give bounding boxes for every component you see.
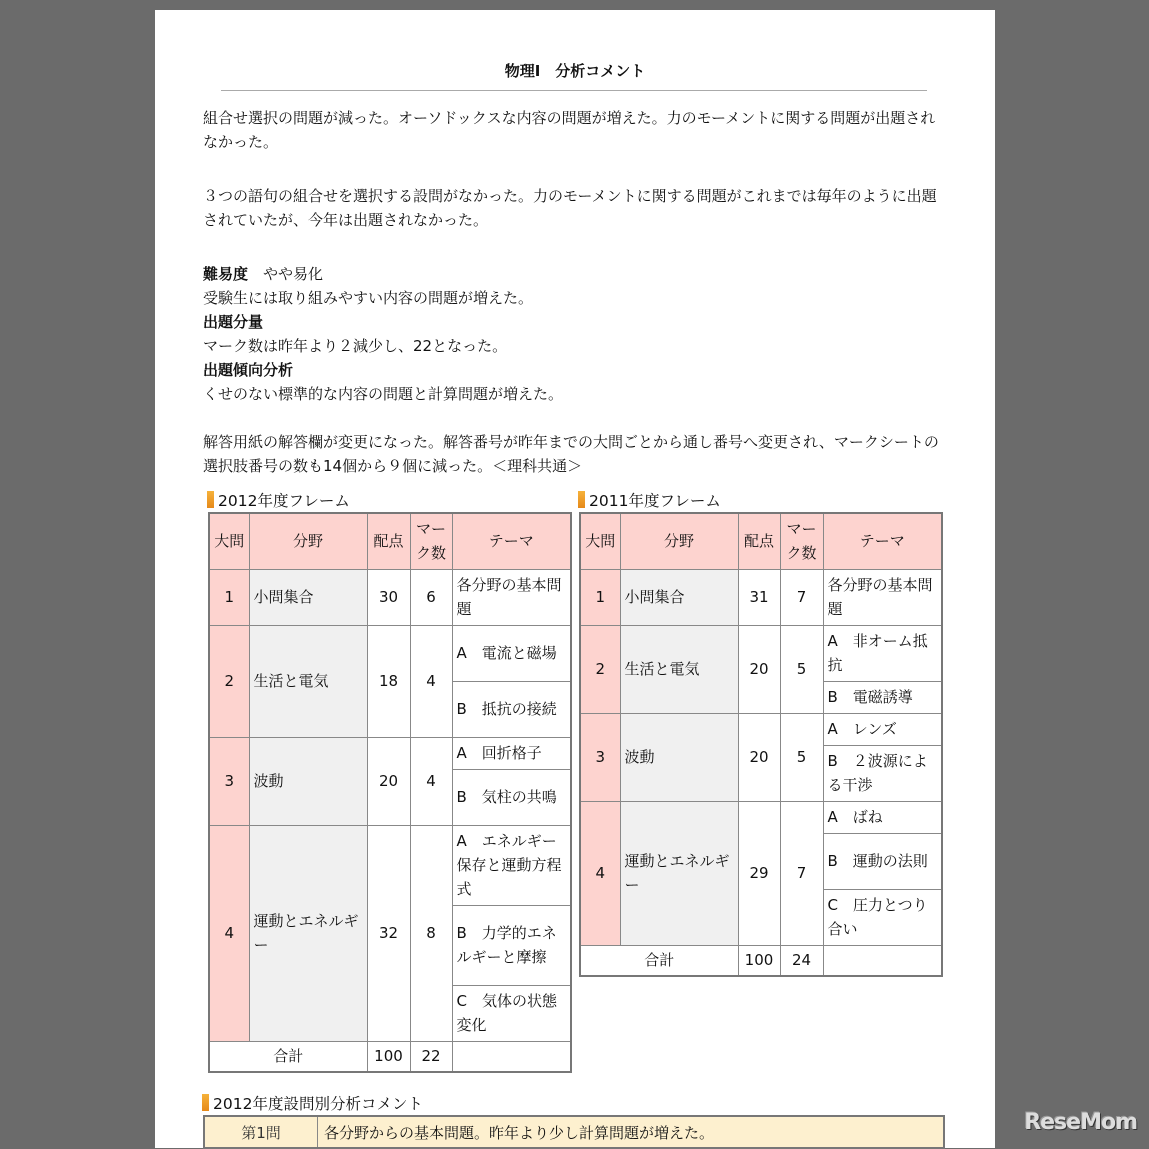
frame-2012-caption: 2012年度フレーム bbox=[207, 491, 350, 511]
table-row bbox=[580, 801, 942, 833]
table-row bbox=[209, 625, 571, 681]
points-cell: 30 bbox=[367, 569, 410, 625]
theme-cell: B ２波源による干渉 bbox=[823, 745, 942, 801]
header-theme: テーマ bbox=[823, 513, 942, 569]
theme-cell: A ばね bbox=[823, 801, 942, 833]
comments-table bbox=[203, 1115, 945, 1149]
marks-cell: 4 bbox=[410, 737, 452, 825]
paragraph: ３つの語句の組合せを選択する設問がなかった。力のモーメントに関する問題がこれまでは毎年のように出題されていたが、今年は出題されなかった。 bbox=[203, 187, 937, 229]
points-cell: 20 bbox=[738, 625, 780, 713]
theme-cell: A 電流と磁場 bbox=[452, 625, 571, 681]
total-points: 100 bbox=[738, 945, 780, 976]
total-label: 合計 bbox=[580, 945, 738, 976]
points-cell: 20 bbox=[738, 713, 780, 801]
points-cell: 32 bbox=[367, 825, 410, 1041]
volume-label: 出題分量 bbox=[203, 313, 264, 331]
field-cell: 生活と電気 bbox=[620, 625, 738, 713]
theme-cell: A エネルギー保存と運動方程式 bbox=[452, 825, 571, 905]
field-cell: 波動 bbox=[620, 713, 738, 801]
header-no: 大問 bbox=[209, 513, 249, 569]
difficulty-text: 受験生には取り組みやすい内容の問題が増えた。 bbox=[203, 289, 534, 307]
field-cell: 運動とエネルギー bbox=[620, 801, 738, 945]
theme-cell: A 回折格子 bbox=[452, 737, 571, 769]
field-cell: 生活と電気 bbox=[249, 625, 367, 737]
comments-caption: 2012年度設問別分析コメント bbox=[202, 1094, 423, 1114]
theme-cell: B 抵抗の接続 bbox=[452, 681, 571, 737]
total-row bbox=[580, 945, 942, 976]
field-cell: 小問集合 bbox=[249, 569, 367, 625]
volume-text: マーク数は昨年より２減少し、22となった。 bbox=[203, 337, 508, 355]
question-number: 3 bbox=[209, 737, 249, 825]
points-cell: 18 bbox=[367, 625, 410, 737]
theme-cell: A レンズ bbox=[823, 713, 942, 745]
difficulty-label: 難易度 bbox=[203, 265, 249, 283]
header-points: 配点 bbox=[738, 513, 780, 569]
marks-cell: 8 bbox=[410, 825, 452, 1041]
table-row bbox=[580, 713, 942, 745]
marks-cell: 7 bbox=[780, 569, 823, 625]
trend-text: くせのない標準的な内容の問題と計算問題が増えた。 bbox=[203, 385, 564, 403]
table-row bbox=[580, 625, 942, 681]
header-points: 配点 bbox=[367, 513, 410, 569]
header-marks: マーク数 bbox=[410, 513, 452, 569]
field-cell: 波動 bbox=[249, 737, 367, 825]
marks-cell: 5 bbox=[780, 713, 823, 801]
question-number: 4 bbox=[580, 801, 620, 945]
header-row bbox=[209, 513, 571, 569]
points-cell: 31 bbox=[738, 569, 780, 625]
total-row bbox=[209, 1041, 571, 1072]
table-row bbox=[209, 825, 571, 905]
frame2011-table bbox=[579, 512, 943, 977]
table-row bbox=[209, 737, 571, 769]
header-theme: テーマ bbox=[452, 513, 571, 569]
theme-cell: 各分野の基本問題 bbox=[823, 569, 942, 625]
field-cell: 小問集合 bbox=[620, 569, 738, 625]
empty-cell bbox=[823, 945, 942, 976]
total-marks: 22 bbox=[410, 1041, 452, 1072]
paragraph: 組合せ選択の問題が減った。オーソドックスな内容の問題が増えた。力のモーメントに関する問題が出題されなかった。 bbox=[203, 109, 936, 151]
table-row bbox=[209, 569, 571, 625]
theme-cell: B 力学的エネルギーと摩擦 bbox=[452, 905, 571, 985]
empty-cell bbox=[452, 1041, 571, 1072]
field-cell: 運動とエネルギー bbox=[249, 825, 367, 1041]
page-title: 物理Ⅰ 分析コメント bbox=[504, 62, 646, 80]
total-label: 合計 bbox=[209, 1041, 367, 1072]
question-number: 2 bbox=[209, 625, 249, 737]
question-number: 3 bbox=[580, 713, 620, 801]
theme-cell: B 電磁誘導 bbox=[823, 681, 942, 713]
document-page bbox=[155, 10, 995, 1148]
theme-cell: 各分野の基本問題 bbox=[452, 569, 571, 625]
marks-cell: 4 bbox=[410, 625, 452, 737]
trend-label: 出題傾向分析 bbox=[203, 361, 294, 379]
total-points: 100 bbox=[367, 1041, 410, 1072]
header-field: 分野 bbox=[249, 513, 367, 569]
header-row bbox=[580, 513, 942, 569]
points-cell: 20 bbox=[367, 737, 410, 825]
question-number: 1 bbox=[580, 569, 620, 625]
summary bbox=[203, 262, 943, 406]
theme-cell: A 非オーム抵抗 bbox=[823, 625, 942, 681]
question-comment: 各分野からの基本問題。昨年より少し計算問題が増えた。 bbox=[318, 1116, 945, 1148]
difficulty-value: やや易化 bbox=[263, 265, 324, 283]
marks-cell: 5 bbox=[780, 625, 823, 713]
points-cell: 29 bbox=[738, 801, 780, 945]
table-row bbox=[204, 1116, 944, 1148]
header-marks: マーク数 bbox=[780, 513, 823, 569]
question-label: 第1問 bbox=[204, 1116, 318, 1148]
frame2012-table bbox=[208, 512, 572, 1073]
frame-2011-caption: 2011年度フレーム bbox=[578, 491, 721, 511]
theme-cell: B 気柱の共鳴 bbox=[452, 769, 571, 825]
theme-cell: C 圧力とつり合い bbox=[823, 889, 942, 945]
question-number: 2 bbox=[580, 625, 620, 713]
divider bbox=[221, 90, 927, 91]
resemom-logo: ReseMom bbox=[1024, 1110, 1137, 1135]
theme-cell: B 運動の法則 bbox=[823, 833, 942, 889]
total-marks: 24 bbox=[780, 945, 823, 976]
theme-cell: C 気体の状態変化 bbox=[452, 985, 571, 1041]
question-number: 4 bbox=[209, 825, 249, 1041]
table-row bbox=[580, 569, 942, 625]
note: 解答用紙の解答欄が変更になった。解答番号が昨年までの大問ごとから通し番号へ変更され、マークシートの選択肢番号の数も14個から９個に減った。＜理科共通＞ bbox=[203, 433, 939, 475]
marks-cell: 6 bbox=[410, 569, 452, 625]
marks-cell: 7 bbox=[780, 801, 823, 945]
question-number: 1 bbox=[209, 569, 249, 625]
header-no: 大問 bbox=[580, 513, 620, 569]
header-field: 分野 bbox=[620, 513, 738, 569]
